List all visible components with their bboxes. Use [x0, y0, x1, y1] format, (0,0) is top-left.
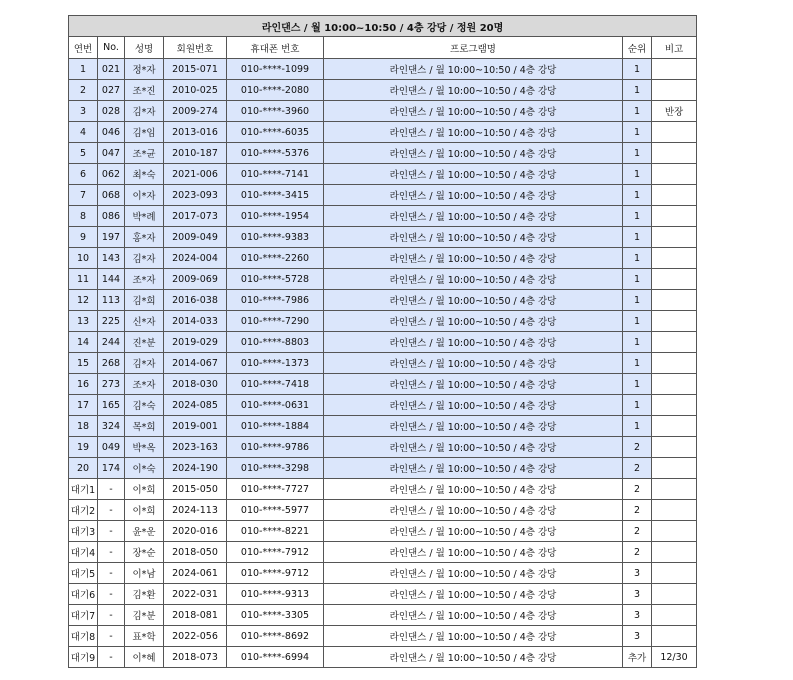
- cell-phone: 010-****-7986: [227, 290, 324, 311]
- cell-member-id: 2019-001: [164, 416, 227, 437]
- cell-program: 라인댄스 / 월 10:00~10:50 / 4층 강당: [324, 563, 623, 584]
- cell-phone: 010-****-6035: [227, 122, 324, 143]
- cell-seq: 11: [69, 269, 98, 290]
- cell-phone: 010-****-3298: [227, 458, 324, 479]
- cell-program: 라인댄스 / 월 10:00~10:50 / 4층 강당: [324, 395, 623, 416]
- roster-table: [68, 15, 697, 668]
- cell-rank: 1: [623, 416, 652, 437]
- cell-member-id: 2024-085: [164, 395, 227, 416]
- cell-name: 김*자: [125, 353, 164, 374]
- cell-no: 197: [98, 227, 125, 248]
- cell-program: 라인댄스 / 월 10:00~10:50 / 4층 강당: [324, 185, 623, 206]
- cell-name: 최*숙: [125, 164, 164, 185]
- cell-phone: 010-****-7418: [227, 374, 324, 395]
- cell-phone: 010-****-7290: [227, 311, 324, 332]
- cell-no: -: [98, 647, 125, 668]
- table-row: [69, 521, 697, 542]
- cell-name: 김*자: [125, 248, 164, 269]
- cell-program: 라인댄스 / 월 10:00~10:50 / 4층 강당: [324, 122, 623, 143]
- cell-member-id: 2009-069: [164, 269, 227, 290]
- cell-member-id: 2009-274: [164, 101, 227, 122]
- cell-phone: 010-****-8221: [227, 521, 324, 542]
- cell-seq: 20: [69, 458, 98, 479]
- cell-rank: 1: [623, 290, 652, 311]
- cell-note: [652, 542, 697, 563]
- table-row: [69, 59, 697, 80]
- table-row: [69, 185, 697, 206]
- cell-member-id: 2022-056: [164, 626, 227, 647]
- cell-no: 047: [98, 143, 125, 164]
- cell-rank: 3: [623, 605, 652, 626]
- cell-seq: 13: [69, 311, 98, 332]
- cell-no: 028: [98, 101, 125, 122]
- cell-seq: 7: [69, 185, 98, 206]
- cell-name: 김*분: [125, 605, 164, 626]
- cell-no: 046: [98, 122, 125, 143]
- cell-no: 165: [98, 395, 125, 416]
- cell-phone: 010-****-3305: [227, 605, 324, 626]
- cell-seq: 대기5: [69, 563, 98, 584]
- cell-no: 113: [98, 290, 125, 311]
- table-row: [69, 395, 697, 416]
- cell-name: 목*희: [125, 416, 164, 437]
- col-header-seq: 연번: [69, 37, 98, 59]
- cell-phone: 010-****-7727: [227, 479, 324, 500]
- cell-no: -: [98, 584, 125, 605]
- cell-seq: 19: [69, 437, 98, 458]
- cell-program: 라인댄스 / 월 10:00~10:50 / 4층 강당: [324, 164, 623, 185]
- cell-phone: 010-****-9313: [227, 584, 324, 605]
- cell-program: 라인댄스 / 월 10:00~10:50 / 4층 강당: [324, 500, 623, 521]
- cell-note: [652, 164, 697, 185]
- cell-phone: 010-****-8692: [227, 626, 324, 647]
- cell-phone: 010-****-7912: [227, 542, 324, 563]
- cell-phone: 010-****-1884: [227, 416, 324, 437]
- cell-rank: 2: [623, 521, 652, 542]
- cell-rank: 1: [623, 353, 652, 374]
- roster-sheet: [68, 15, 697, 668]
- cell-member-id: 2010-187: [164, 143, 227, 164]
- cell-member-id: 2023-163: [164, 437, 227, 458]
- cell-phone: 010-****-0631: [227, 395, 324, 416]
- cell-seq: 6: [69, 164, 98, 185]
- cell-program: 라인댄스 / 월 10:00~10:50 / 4층 강당: [324, 416, 623, 437]
- cell-member-id: 2015-071: [164, 59, 227, 80]
- cell-member-id: 2010-025: [164, 80, 227, 101]
- col-header-rank: 순위: [623, 37, 652, 59]
- cell-name: 이*자: [125, 185, 164, 206]
- cell-no: -: [98, 605, 125, 626]
- cell-note: [652, 143, 697, 164]
- cell-program: 라인댄스 / 월 10:00~10:50 / 4층 강당: [324, 584, 623, 605]
- cell-note: [652, 479, 697, 500]
- cell-rank: 1: [623, 143, 652, 164]
- cell-phone: 010-****-9383: [227, 227, 324, 248]
- cell-name: 조*자: [125, 269, 164, 290]
- cell-phone: 010-****-1954: [227, 206, 324, 227]
- col-header-program: 프로그램명: [324, 37, 623, 59]
- cell-seq: 15: [69, 353, 98, 374]
- cell-no: 273: [98, 374, 125, 395]
- cell-rank: 1: [623, 269, 652, 290]
- col-header-phone: 휴대폰 번호: [227, 37, 324, 59]
- cell-note: [652, 311, 697, 332]
- cell-rank: 1: [623, 206, 652, 227]
- cell-rank: 1: [623, 80, 652, 101]
- table-row: [69, 101, 697, 122]
- cell-name: 김*환: [125, 584, 164, 605]
- cell-program: 라인댄스 / 월 10:00~10:50 / 4층 강당: [324, 80, 623, 101]
- table-row: [69, 206, 697, 227]
- cell-member-id: 2023-093: [164, 185, 227, 206]
- cell-name: 정*자: [125, 59, 164, 80]
- cell-seq: 8: [69, 206, 98, 227]
- cell-phone: 010-****-5977: [227, 500, 324, 521]
- cell-note: [652, 248, 697, 269]
- cell-member-id: 2018-030: [164, 374, 227, 395]
- cell-rank: 3: [623, 626, 652, 647]
- cell-phone: 010-****-2080: [227, 80, 324, 101]
- cell-member-id: 2024-113: [164, 500, 227, 521]
- cell-phone: 010-****-8803: [227, 332, 324, 353]
- cell-program: 라인댄스 / 월 10:00~10:50 / 4층 강당: [324, 248, 623, 269]
- cell-phone: 010-****-7141: [227, 164, 324, 185]
- cell-note: [652, 332, 697, 353]
- cell-program: 라인댄스 / 월 10:00~10:50 / 4층 강당: [324, 542, 623, 563]
- col-header-member-id: 회원번호: [164, 37, 227, 59]
- cell-seq: 18: [69, 416, 98, 437]
- header-row: [69, 37, 697, 59]
- col-header-name: 성명: [125, 37, 164, 59]
- cell-member-id: 2015-050: [164, 479, 227, 500]
- cell-name: 박*옥: [125, 437, 164, 458]
- cell-note: [652, 269, 697, 290]
- table-title: 라인댄스 / 월 10:00~10:50 / 4층 강당 / 정원 20명: [69, 16, 697, 37]
- table-row: [69, 542, 697, 563]
- cell-name: 신*자: [125, 311, 164, 332]
- cell-phone: 010-****-6994: [227, 647, 324, 668]
- cell-rank: 1: [623, 395, 652, 416]
- cell-note: [652, 605, 697, 626]
- cell-program: 라인댄스 / 월 10:00~10:50 / 4층 강당: [324, 227, 623, 248]
- cell-member-id: 2024-061: [164, 563, 227, 584]
- cell-rank: 1: [623, 374, 652, 395]
- cell-seq: 대기7: [69, 605, 98, 626]
- cell-program: 라인댄스 / 월 10:00~10:50 / 4층 강당: [324, 332, 623, 353]
- cell-member-id: 2014-067: [164, 353, 227, 374]
- cell-name: 이*희: [125, 500, 164, 521]
- cell-name: 이*남: [125, 563, 164, 584]
- table-row: [69, 290, 697, 311]
- cell-rank: 1: [623, 332, 652, 353]
- cell-no: 068: [98, 185, 125, 206]
- table-row: [69, 479, 697, 500]
- cell-no: 324: [98, 416, 125, 437]
- cell-no: -: [98, 563, 125, 584]
- cell-no: -: [98, 626, 125, 647]
- cell-member-id: 2021-006: [164, 164, 227, 185]
- cell-note: [652, 185, 697, 206]
- cell-seq: 1: [69, 59, 98, 80]
- cell-no: 225: [98, 311, 125, 332]
- cell-program: 라인댄스 / 월 10:00~10:50 / 4층 강당: [324, 458, 623, 479]
- cell-seq: 대기9: [69, 647, 98, 668]
- cell-seq: 9: [69, 227, 98, 248]
- table-row: [69, 584, 697, 605]
- table-row: [69, 458, 697, 479]
- cell-seq: 17: [69, 395, 98, 416]
- cell-seq: 5: [69, 143, 98, 164]
- cell-name: 윤*운: [125, 521, 164, 542]
- cell-no: -: [98, 542, 125, 563]
- table-row: [69, 143, 697, 164]
- cell-seq: 대기3: [69, 521, 98, 542]
- cell-rank: 1: [623, 185, 652, 206]
- table-row: [69, 227, 697, 248]
- cell-seq: 대기8: [69, 626, 98, 647]
- cell-program: 라인댄스 / 월 10:00~10:50 / 4층 강당: [324, 101, 623, 122]
- cell-rank: 1: [623, 122, 652, 143]
- cell-member-id: 2018-050: [164, 542, 227, 563]
- cell-rank: 추가: [623, 647, 652, 668]
- cell-name: 김*임: [125, 122, 164, 143]
- cell-name: 김*자: [125, 101, 164, 122]
- cell-program: 라인댄스 / 월 10:00~10:50 / 4층 강당: [324, 311, 623, 332]
- cell-program: 라인댄스 / 월 10:00~10:50 / 4층 강당: [324, 374, 623, 395]
- cell-seq: 12: [69, 290, 98, 311]
- cell-note: 12/30: [652, 647, 697, 668]
- cell-rank: 2: [623, 500, 652, 521]
- cell-member-id: 2019-029: [164, 332, 227, 353]
- cell-member-id: 2017-073: [164, 206, 227, 227]
- cell-note: [652, 227, 697, 248]
- col-header-note: 비고: [652, 37, 697, 59]
- cell-program: 라인댄스 / 월 10:00~10:50 / 4층 강당: [324, 605, 623, 626]
- cell-phone: 010-****-9786: [227, 437, 324, 458]
- cell-seq: 대기4: [69, 542, 98, 563]
- cell-note: [652, 458, 697, 479]
- cell-member-id: 2018-073: [164, 647, 227, 668]
- cell-seq: 대기6: [69, 584, 98, 605]
- cell-program: 라인댄스 / 월 10:00~10:50 / 4층 강당: [324, 479, 623, 500]
- cell-rank: 1: [623, 59, 652, 80]
- cell-phone: 010-****-5376: [227, 143, 324, 164]
- cell-name: 이*희: [125, 479, 164, 500]
- cell-name: 이*숙: [125, 458, 164, 479]
- cell-no: 027: [98, 80, 125, 101]
- cell-program: 라인댄스 / 월 10:00~10:50 / 4층 강당: [324, 437, 623, 458]
- cell-seq: 대기2: [69, 500, 98, 521]
- cell-seq: 3: [69, 101, 98, 122]
- table-row: [69, 353, 697, 374]
- table-row: [69, 164, 697, 185]
- cell-program: 라인댄스 / 월 10:00~10:50 / 4층 강당: [324, 143, 623, 164]
- cell-note: [652, 80, 697, 101]
- cell-seq: 14: [69, 332, 98, 353]
- cell-rank: 2: [623, 479, 652, 500]
- cell-name: 조*진: [125, 80, 164, 101]
- cell-phone: 010-****-1099: [227, 59, 324, 80]
- cell-name: 진*분: [125, 332, 164, 353]
- cell-rank: 2: [623, 437, 652, 458]
- cell-name: 홍*자: [125, 227, 164, 248]
- col-header-no: No.: [98, 37, 125, 59]
- cell-program: 라인댄스 / 월 10:00~10:50 / 4층 강당: [324, 206, 623, 227]
- table-row: [69, 269, 697, 290]
- cell-note: [652, 290, 697, 311]
- cell-seq: 4: [69, 122, 98, 143]
- cell-program: 라인댄스 / 월 10:00~10:50 / 4층 강당: [324, 290, 623, 311]
- cell-note: [652, 437, 697, 458]
- cell-note: [652, 626, 697, 647]
- cell-no: 144: [98, 269, 125, 290]
- cell-rank: 1: [623, 164, 652, 185]
- cell-no: -: [98, 479, 125, 500]
- cell-rank: 3: [623, 584, 652, 605]
- cell-member-id: 2024-190: [164, 458, 227, 479]
- cell-no: -: [98, 500, 125, 521]
- cell-note: [652, 395, 697, 416]
- table-row: [69, 332, 697, 353]
- cell-no: 268: [98, 353, 125, 374]
- cell-note: [652, 122, 697, 143]
- cell-no: -: [98, 521, 125, 542]
- cell-member-id: 2018-081: [164, 605, 227, 626]
- cell-member-id: 2020-016: [164, 521, 227, 542]
- cell-note: [652, 59, 697, 80]
- cell-program: 라인댄스 / 월 10:00~10:50 / 4층 강당: [324, 647, 623, 668]
- cell-program: 라인댄스 / 월 10:00~10:50 / 4층 강당: [324, 626, 623, 647]
- cell-no: 244: [98, 332, 125, 353]
- table-row: [69, 416, 697, 437]
- cell-note: [652, 206, 697, 227]
- cell-phone: 010-****-3415: [227, 185, 324, 206]
- cell-name: 김*희: [125, 290, 164, 311]
- table-row: [69, 563, 697, 584]
- cell-member-id: 2016-038: [164, 290, 227, 311]
- table-row: [69, 626, 697, 647]
- cell-name: 표*학: [125, 626, 164, 647]
- table-row: [69, 605, 697, 626]
- cell-name: 박*례: [125, 206, 164, 227]
- cell-note: 반장: [652, 101, 697, 122]
- cell-no: 021: [98, 59, 125, 80]
- cell-note: [652, 563, 697, 584]
- cell-program: 라인댄스 / 월 10:00~10:50 / 4층 강당: [324, 269, 623, 290]
- cell-no: 049: [98, 437, 125, 458]
- table-row: [69, 311, 697, 332]
- cell-member-id: 2022-031: [164, 584, 227, 605]
- cell-phone: 010-****-3960: [227, 101, 324, 122]
- cell-member-id: 2024-004: [164, 248, 227, 269]
- cell-program: 라인댄스 / 월 10:00~10:50 / 4층 강당: [324, 521, 623, 542]
- cell-phone: 010-****-1373: [227, 353, 324, 374]
- cell-note: [652, 374, 697, 395]
- cell-seq: 16: [69, 374, 98, 395]
- cell-seq: 10: [69, 248, 98, 269]
- cell-note: [652, 584, 697, 605]
- cell-seq: 2: [69, 80, 98, 101]
- cell-rank: 2: [623, 458, 652, 479]
- cell-no: 143: [98, 248, 125, 269]
- cell-member-id: 2013-016: [164, 122, 227, 143]
- cell-member-id: 2009-049: [164, 227, 227, 248]
- cell-name: 장*순: [125, 542, 164, 563]
- table-row: [69, 647, 697, 668]
- cell-seq: 대기1: [69, 479, 98, 500]
- cell-rank: 2: [623, 542, 652, 563]
- cell-name: 조*자: [125, 374, 164, 395]
- cell-phone: 010-****-5728: [227, 269, 324, 290]
- cell-rank: 1: [623, 101, 652, 122]
- cell-rank: 1: [623, 311, 652, 332]
- cell-no: 062: [98, 164, 125, 185]
- cell-rank: 3: [623, 563, 652, 584]
- cell-phone: 010-****-2260: [227, 248, 324, 269]
- cell-name: 조*균: [125, 143, 164, 164]
- table-row: [69, 374, 697, 395]
- cell-member-id: 2014-033: [164, 311, 227, 332]
- table-row: [69, 500, 697, 521]
- table-row: [69, 80, 697, 101]
- cell-note: [652, 521, 697, 542]
- table-row: [69, 437, 697, 458]
- cell-name: 이*혜: [125, 647, 164, 668]
- cell-no: 086: [98, 206, 125, 227]
- cell-note: [652, 353, 697, 374]
- cell-name: 김*숙: [125, 395, 164, 416]
- cell-note: [652, 500, 697, 521]
- table-row: [69, 122, 697, 143]
- table-row: [69, 248, 697, 269]
- cell-rank: 1: [623, 227, 652, 248]
- cell-note: [652, 416, 697, 437]
- cell-phone: 010-****-9712: [227, 563, 324, 584]
- cell-rank: 1: [623, 248, 652, 269]
- cell-no: 174: [98, 458, 125, 479]
- cell-program: 라인댄스 / 월 10:00~10:50 / 4층 강당: [324, 353, 623, 374]
- cell-program: 라인댄스 / 월 10:00~10:50 / 4층 강당: [324, 59, 623, 80]
